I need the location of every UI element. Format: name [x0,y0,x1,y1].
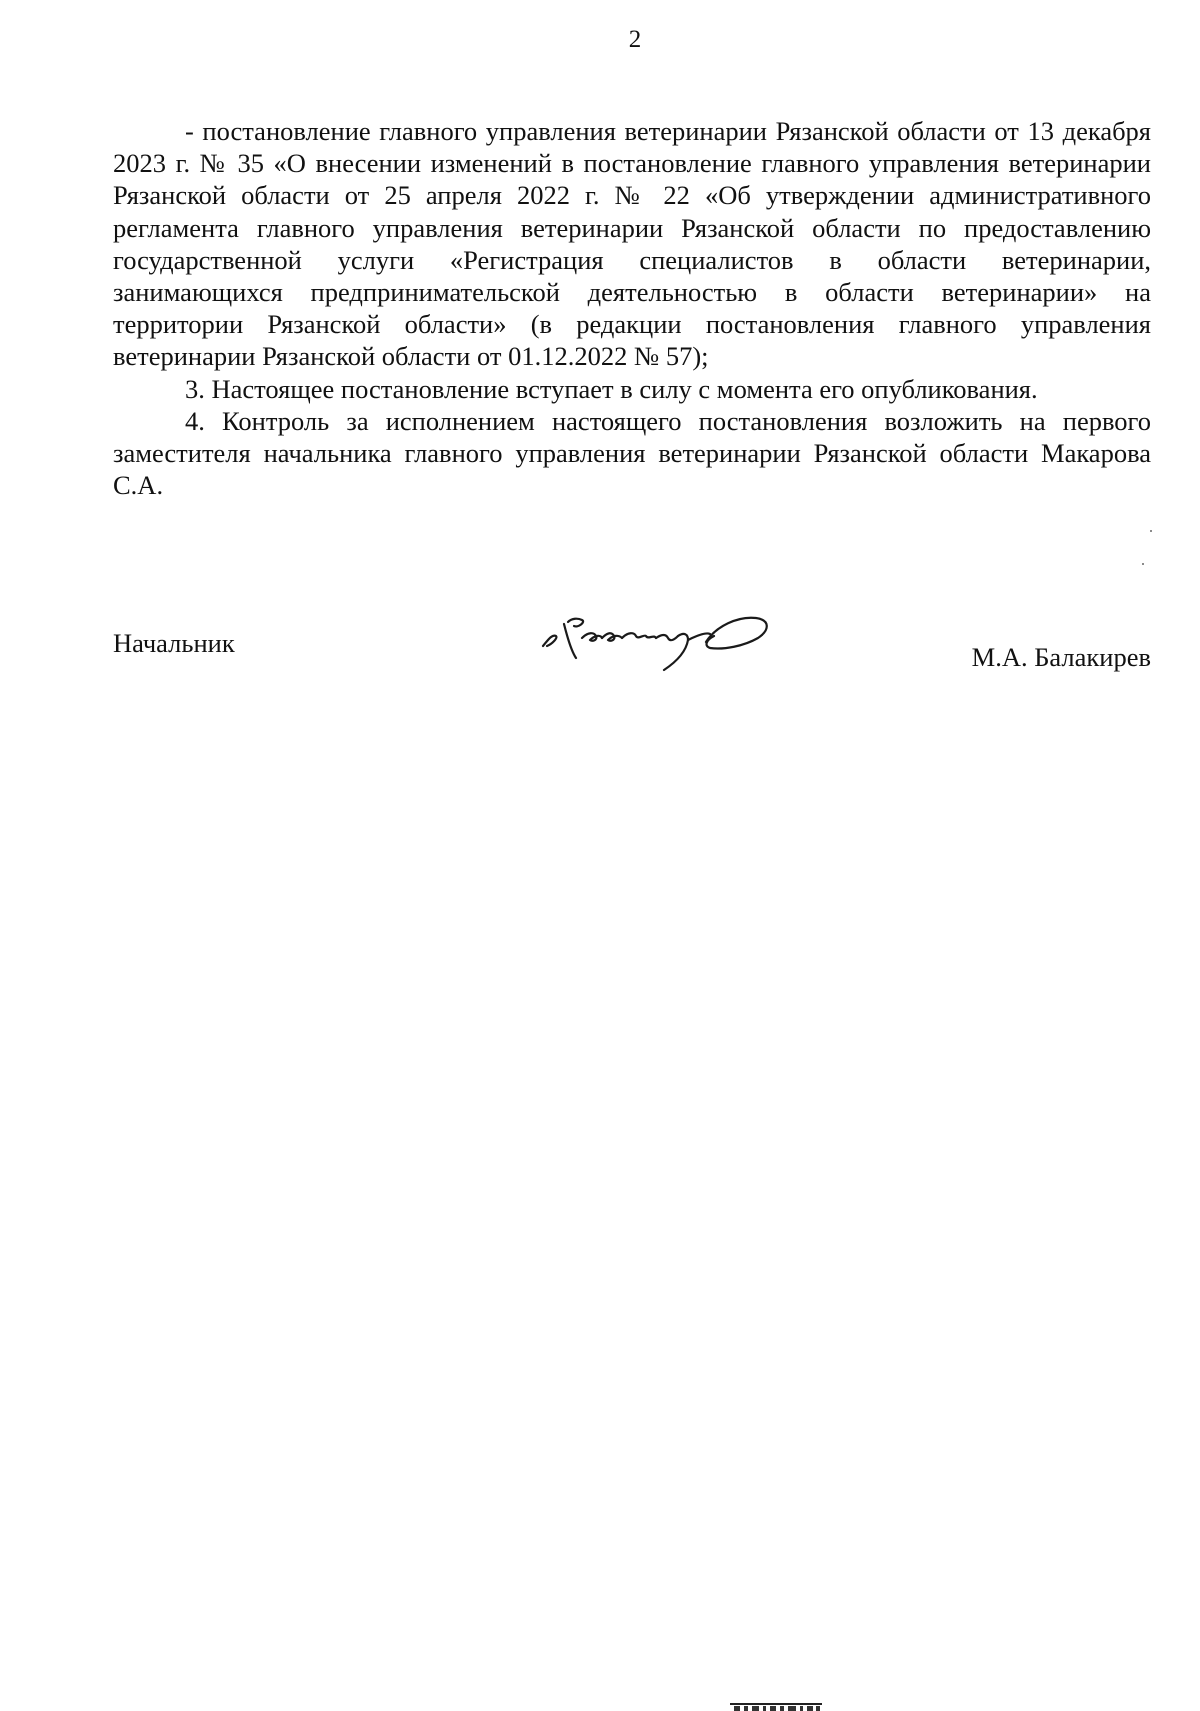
signatory-name: М.А. Балакирев [971,642,1151,672]
paragraph-control-assignment: 4. Контроль за исполнением настоящего постановления возложить на первого заместителя начальника главного управления ветеринарии Рязанской области Макарова С.А. [113,405,1151,501]
paragraph-entry-into-force: 3. Настоящее постановление вступает в силу с момента его опубликования. [185,373,1038,404]
paragraph-amended-resolution: - постановление главного управления ветеринарии Рязанской области от 13 декабря 2023 г. № 35 «О внесении изменений в постановление главного управления ветеринарии Рязанской области от 25 апреля 2022 г. № 22 «Об утверждении административного регламента главного управления ветеринарии Рязанской области по предоставлению государственной услуги «Регистрация специалистов в области ветеринарии, занимающихся предпринимательской деятельностью в области ветеринарии» на территории Рязанской области» (в редакции постановления главного управления ветеринарии Рязанской области от 01.12.2022 № 57); [113,116,1151,372]
scan-speck [1150,530,1152,532]
document-body [113,115,1151,501]
signatory-position: Начальник [113,628,235,658]
signature-block [113,600,1151,680]
scan-edge-mark [730,1703,822,1711]
handwritten-signature [538,600,798,680]
page-number: 2 [628,26,642,53]
scan-speck [1142,563,1144,565]
